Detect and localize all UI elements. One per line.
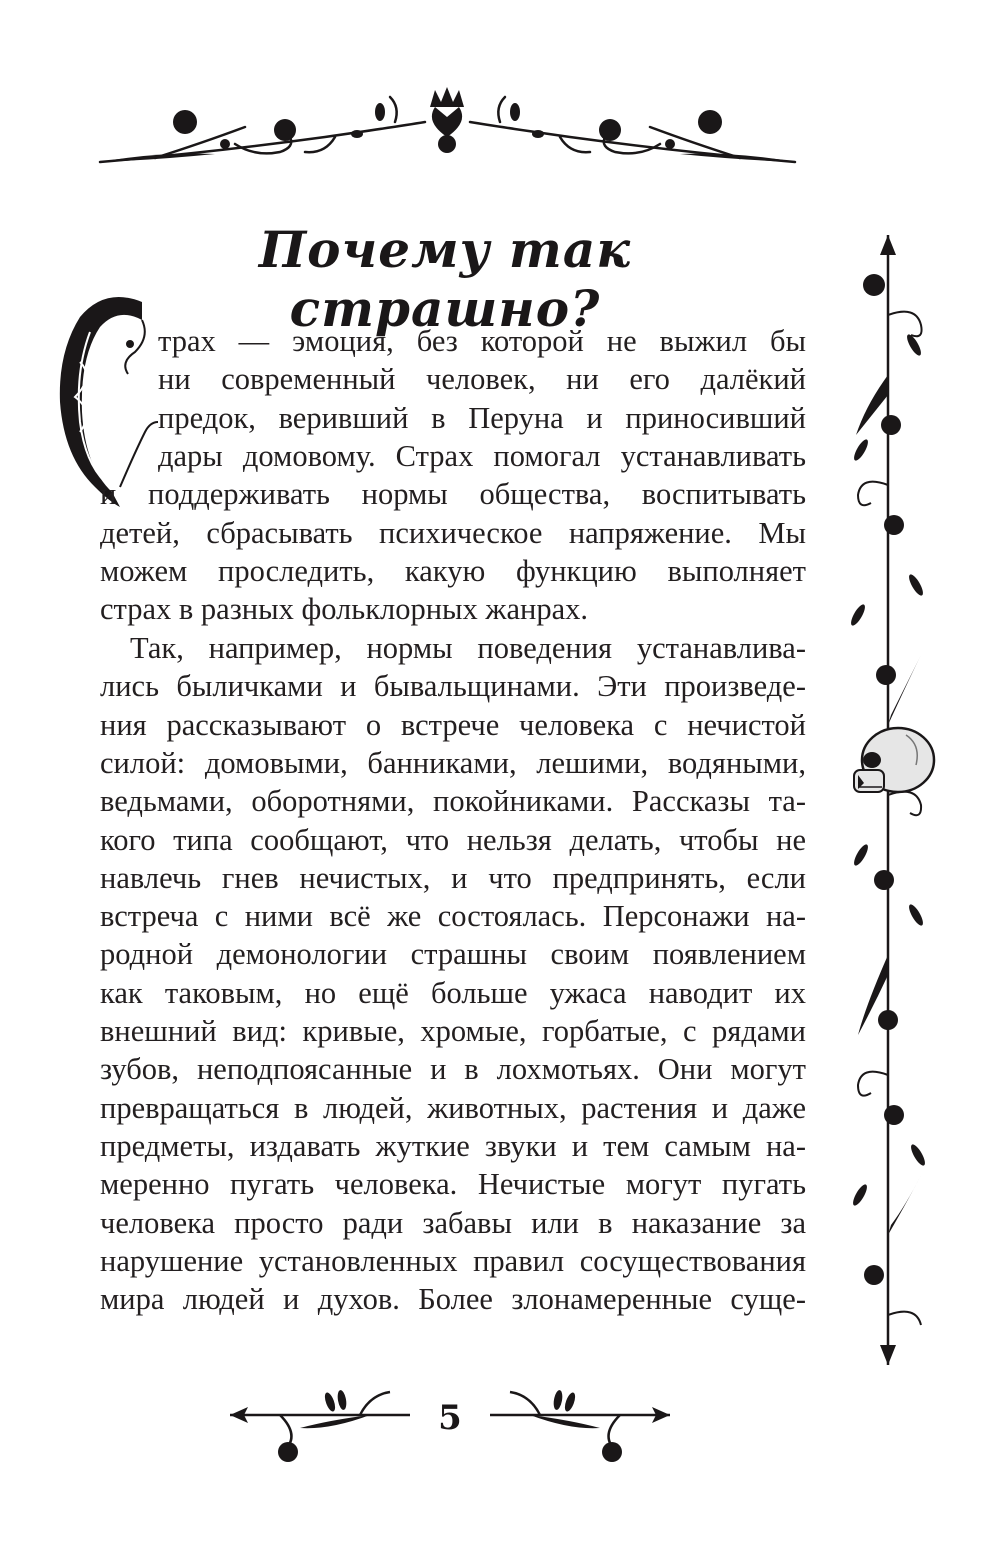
- text-line: можем проследить, какую функцию выполняет: [100, 553, 806, 588]
- page-number: 5: [438, 1398, 462, 1438]
- text-line: родной демонологии страшны своим появлением: [100, 937, 806, 972]
- text-line: ни современный человек, ни его далёкий: [158, 362, 806, 397]
- text-line: ния рассказывают о встрече человека с нечистой: [100, 707, 806, 742]
- text-line: предок, веривший в Перуна и приносивший: [158, 400, 806, 435]
- text-line: дары домовому. Страх помогал устанавливать: [158, 438, 806, 473]
- text-line: встреча с ними всё же состоялась. Персонажи на-: [100, 899, 806, 934]
- text-line: страх в разных фольклорных жанрах.: [100, 592, 589, 627]
- text-line: детей, сбрасывать психическое напряжение. Мы: [100, 515, 806, 550]
- text-line: ведьмами, оборотнями, покойниками. Рассказы та-: [100, 784, 806, 819]
- side-thistle-border: [836, 235, 966, 1365]
- text-line: нарушение установленных правил сосуществования: [100, 1243, 806, 1278]
- text-line: внешний вид: кривые, хромые, горбатые, с рядами: [100, 1014, 806, 1048]
- text-line: человека просто ради забавы или в наказание за: [100, 1205, 806, 1240]
- text-line: силой: домовыми, банниками, лешими, водяными,: [100, 745, 806, 780]
- text-line: и поддерживать нормы общества, воспитывать: [100, 477, 806, 512]
- top-thistle-ornament: [95, 82, 800, 182]
- text-line: меренно пугать человека. Нечистые могут пугать: [100, 1167, 806, 1202]
- text-line: мира людей и духов. Более злонамеренные суще-: [100, 1282, 806, 1317]
- text-line: зубов, неподпоясанные и в лохмотьях. Они могут: [100, 1052, 806, 1087]
- text-line: Так, например, нормы поведения устанавлива-: [130, 631, 806, 665]
- skull-icon: [854, 728, 934, 792]
- text-line: превращаться в людей, животных, растения и даже: [100, 1090, 806, 1125]
- text-line: предметы, издавать жуткие звуки и тем самым на-: [100, 1128, 806, 1163]
- text-line: лись быличками и бывальщинами. Эти произведе-: [100, 669, 806, 704]
- text-line: кого типа сообщают, что нельзя делать, чтобы не: [100, 822, 806, 857]
- text-line: трах — эмоция, без которой не выжил бы: [158, 324, 806, 358]
- text-line: как таковым, но ещё больше ужаса наводит их: [100, 975, 806, 1010]
- text-line: навлечь гнев нечистых, и что предпринять, если: [100, 860, 806, 895]
- chapter-title: Почему так страшно?: [258, 220, 632, 338]
